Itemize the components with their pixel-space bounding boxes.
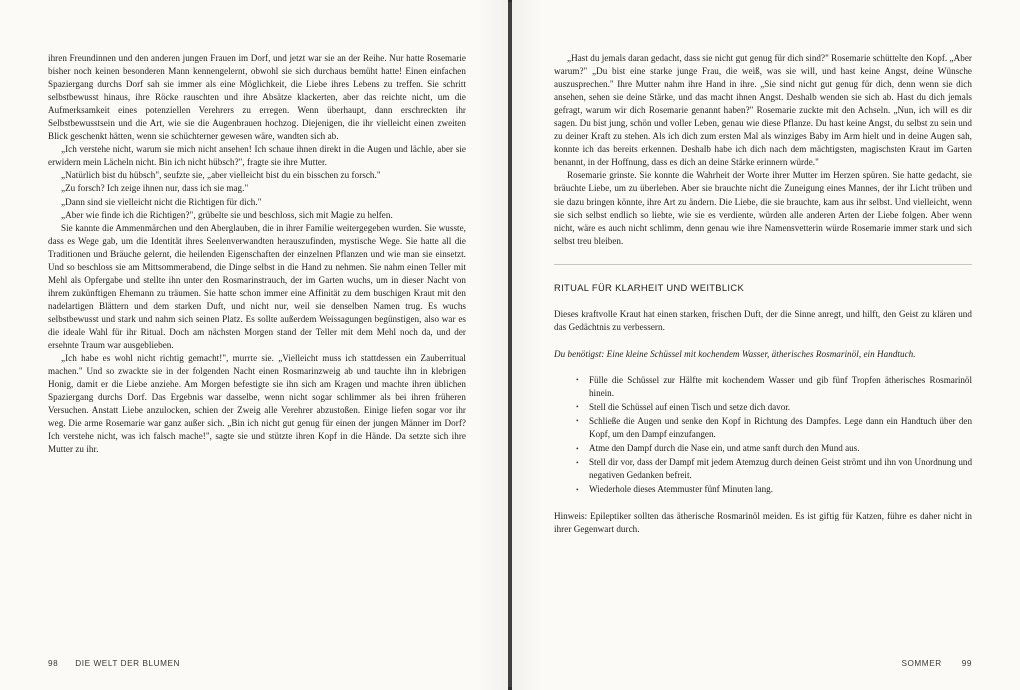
ritual-steps-list	[554, 374, 972, 496]
left-page-footer	[48, 659, 180, 668]
list-item: • Stell die Schüssel auf einen Tisch und setze dich davor.	[576, 401, 972, 414]
list-item: • Stell dir vor, dass der Dampf mit jedem Atemzug durch deinen Geist strömt und ihn von Unordnung und negativen Gedanken befreit.	[576, 456, 972, 482]
ritual-heading: RITUAL FÜR KLARHEIT UND WEITBLICK	[554, 281, 745, 293]
paragraph: „Zu forsch? Ich zeige ihnen nur, dass ich sie mag."	[61, 183, 249, 194]
right-page-body	[554, 52, 972, 248]
paragraph: „Aber wie finde ich die Richtigen?", grübelte sie und beschloss, sich mit Magie zu helfen.	[61, 209, 393, 220]
paragraph: „Dann sind sie vielleicht nicht die Richtigen für dich."	[61, 196, 262, 207]
paragraph: ihren Freundinnen und den anderen jungen Frauen im Dorf, und jetzt war sie an der Reihe. Nur hatte Rosemarie bisher noch keinen besonderen Mann kennengelernt, obwohl sie sich durchaus bemüht hatte! Einen einfachen Spaziergang durchs Dorf sah sie immer als eine Möglichkeit, die Liebe ihres Lebens zu treffen. Sie schritt selbstbewusst hinaus, ihre Röcke rauschten und ihre Absätze klackerten, aber das reichte nicht, um die Aufmerksamkeit eines potenziellen Verehrers zu erregen. Wenn überhaupt, dann erschreckten ihr Selbstbewusstsein und die Art, wie sie die Augenbrauen hochzog. Diejenigen, die ihr vielleicht einen zweiten Blick geschenkt hätten, wenn sie schüchterner gewesen wäre, wandten sich ab.	[48, 53, 466, 142]
list-item: • Atme den Dampf durch die Nase ein, und atme sanft durch den Mund aus.	[576, 442, 972, 455]
right-page	[512, 0, 1020, 690]
right-page-footer	[901, 659, 972, 668]
list-item: • Fülle die Schüssel zur Hälfte mit kochendem Wasser und gib fünf Tropfen ätherisches Rosmarinöl hinein.	[576, 374, 972, 400]
paragraph: Rosemarie grinste. Sie konnte die Wahrheit der Worte ihrer Mutter im Herzen spüren. Sie hatte gedacht, sie bräuchte Liebe, um zu überleben. Aber sie brauchte nicht die Zuneigung eines Mannes, der ihr Licht trüben und sie dazu bringen könnte, ihre Art zu ändern. Die Liebe, die sie brauchte, kam aus ihr selbst. Und vielleicht, wenn sie sich selbst endlich so liebte, wie sie es verdiente, würden alle anderen Arten der Liebe folgen. Aber wenn nicht, wäre es auch nicht schlimm, denn genau wie ihre Namensvetterin würde Rosemarie immer stark und sich selbst treu bleiben.	[554, 170, 972, 246]
left-page	[0, 0, 508, 690]
ritual-intro: Dieses kraftvolle Kraut hat einen starken, frischen Duft, der die Sinne anregt, und hilft, den Geist zu klären und das Gedächtnis zu verbessern.	[554, 308, 972, 332]
list-item: • Wiederhole dieses Atemmuster fünf Minuten lang.	[576, 483, 972, 496]
section-divider	[554, 264, 972, 265]
paragraph: Sie kannte die Ammenmärchen und den Aberglauben, die in ihrer Familie weitergegeben wurden. Sie wusste, dass es Wege gab, um die Identität ihres Seelenverwandten herauszufinden, mystische Wege. Sie hatte all die Traditionen und Bräuche gelernt, die heilenden Eigenschaften der einzelnen Pflanzen und wie man sie einsetzt. Und so beschloss sie am Mittsommerabend, die Dinge selbst in die Hand zu nehmen. Sie nahm einen Teller mit Mehl als Opfergabe und stellte ihn unter den Rosmarinstrauch, der im Garten wuchs, um in dieser Nacht von ihrem zukünftigen Ehemann zu träumen. Sie hatte schon immer eine Affinität zu dem buschigen Kraut mit den nadelartigen Blättern und dem starken Duft, und nicht nur, weil sie denselben Namen trug. Es wuchs selbstbewusst und stark und nahm sich seinen Platz. Es sollte außerdem Weissagungen begünstigen, also war es die ideale Wahl für ihr Ritual. Doch am nächsten Morgen stand der Teller mit dem Mehl noch da, und der ersehnte Traum war ausgeblieben.	[48, 222, 466, 351]
running-title: DIE WELT DER BLUMEN	[75, 659, 181, 668]
ritual-section	[554, 264, 972, 537]
page-number: 99	[961, 659, 972, 668]
ritual-materials: Du benötigst: Eine kleine Schüssel mit kochendem Wasser, ätherisches Rosmarinöl, ein Handtuch.	[554, 348, 916, 359]
list-item: • Schließe die Augen und senke den Kopf in Richtung des Dampfes. Lege dann ein Handtuch über den Kopf, um den Dampf einzufangen.	[576, 415, 972, 441]
page-number: 98	[48, 659, 59, 668]
paragraph: „Ich habe es wohl nicht richtig gemacht!", murrte sie. „Vielleicht muss ich stattdessen ein Zauberritual machen." Und so zwackte sie in der folgenden Nacht einen Rosmarinzweig ab und tauchte ihn in klebrigen Honig, damit er die Liebe anziehe. Am Morgen befestigte sie ihn sich am Kragen und machte ihren üblichen Spaziergang durchs Dorf. Das Ergebnis war dasselbe, wenn nicht sogar schlimmer als bei ihren früheren Versuchen. Anstatt Liebe anzulocken, schien der Zweig alle Verehrer abzustoßen. Einige liefen sogar vor ihr weg. Die arme Rosemarie war ganz außer sich. „Bin ich nicht gut genug für einen der jungen Männer im Dorf? Ich verstehe nicht, was ich falsch mache!", sagte sie und stützte ihren Kopf in die Hände. Da setzte sich ihre Mutter zu ihr.	[48, 353, 466, 455]
left-page-body	[48, 52, 466, 456]
running-title: SOMMER	[901, 659, 942, 668]
paragraph: „Hast du jemals daran gedacht, dass sie nicht gut genug für dich sind?" Rosemarie schüttelte den Kopf. „Aber warum?" „Du bist eine starke junge Frau, die weiß, was sie will, und hast keine Angst, deine Wünsche auszusprechen." Ihre Mutter nahm ihre Hand in ihre. „Sie sind nicht gut genug für dich, denn wenn sie dich ansehen, sehen sie deine Stärke, und das macht ihnen Angst. Deshalb wenden sie sich ab. Hast du dich jemals gefragt, warum wir dich Rosemarie genannt haben?" Rosemarie zuckte mit den Achseln. „Nun, ich will es dir sagen. Du bist jung, schön und voller Leben, genau wie diese Pflanze. Du hast keine Angst, du selbst zu sein und zu deiner Kraft zu stehen. Als ich dich zum ersten Mal als winziges Baby im Arm hielt und in deine Augen sah, konnte ich das bereits erkennen. Deshalb habe ich dich nach dem mächtigsten, magischsten Kraut im Garten benannt, in der Hoffnung, dass es dich an deine Stärke erinnern würde."	[554, 53, 972, 168]
paragraph: „Ich verstehe nicht, warum sie mich nicht ansehen! Ich schaue ihnen direkt in die Augen und lächle, aber sie erwidern mein Lächeln nicht. Bin ich nicht hübsch?", fragte sie ihre Mutter.	[48, 144, 466, 168]
paragraph: „Natürlich bist du hübsch", seufzte sie, „aber vielleicht bist du ein bisschen zu forsch."	[61, 170, 381, 181]
ritual-note: Hinweis: Epileptiker sollten das ätherische Rosmarinöl meiden. Es ist giftig für Katzen, führe es daher nicht in ihrer Gegenwart durch.	[554, 511, 972, 535]
